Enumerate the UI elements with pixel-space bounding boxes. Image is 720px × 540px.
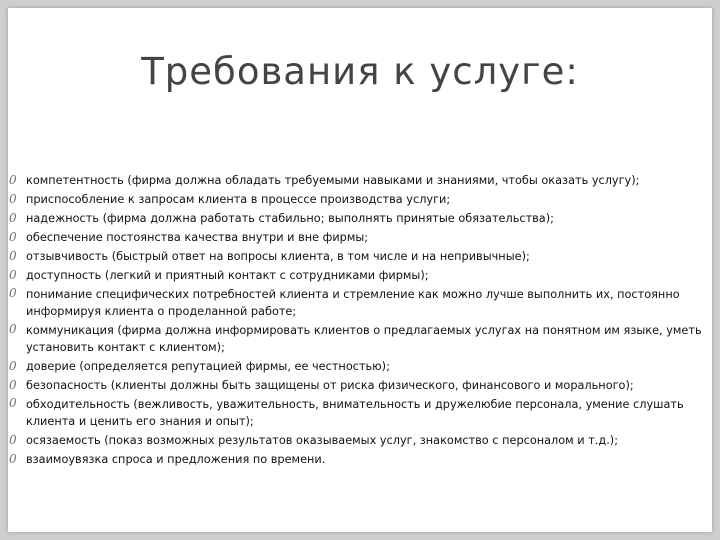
list-item <box>8 357 708 376</box>
requirements-list <box>8 171 708 469</box>
list-item <box>8 190 708 209</box>
list-item-text: понимание специфических потребностей клиента и стремление как можно лучше выполнить их, постоянно информируя клиента о проделанной работе; <box>26 288 680 318</box>
slide-title: Требования к услуге: <box>141 50 579 93</box>
list-item <box>8 285 708 321</box>
list-item-text: надежность (фирма должна работать стабильно; выполнять принятые обязательства); <box>26 212 554 225</box>
bullet-icon: 0 <box>9 211 17 225</box>
bullet-icon: 0 <box>9 230 17 244</box>
list-item <box>8 266 708 285</box>
bullet-icon: 0 <box>9 378 17 392</box>
bullet-icon: 0 <box>9 249 17 263</box>
list-item <box>8 321 708 357</box>
list-item <box>8 209 708 228</box>
list-item-text: приспособление к запросам клиента в процессе производства услуги; <box>26 193 451 206</box>
bullet-icon: 0 <box>9 173 17 187</box>
bullet-icon: 0 <box>9 322 17 336</box>
list-item <box>8 376 708 395</box>
bullet-icon: 0 <box>9 359 17 373</box>
list-item-text: взаимоувязка спроса и предложения по времени. <box>26 453 326 466</box>
list-item <box>8 228 708 247</box>
list-item <box>8 450 708 469</box>
list-item-text: отзывчивость (быстрый ответ на вопросы клиента, в том числе и на непривычные); <box>26 250 530 263</box>
bullet-icon: 0 <box>9 452 17 466</box>
list-item-text: осязаемость (показ возможных результатов оказываемых услуг, знакомство с персоналом и т.д.); <box>26 434 619 447</box>
list-item-text: доступность (легкий и приятный контакт с сотрудниками фирмы); <box>26 269 429 282</box>
list-item-text: обходительность (вежливость, уважительность, внимательность и дружелюбие персонала, умение слушать клиента и ценить его знания и опыт); <box>26 398 684 428</box>
bullet-icon: 0 <box>9 268 17 282</box>
list-item <box>8 395 708 431</box>
slide <box>8 8 712 532</box>
list-item-text: безопасность (клиенты должны быть защищены от риска физического, финансового и морального); <box>26 379 634 392</box>
list-item-text: обеспечение постоянства качества внутри и вне фирмы; <box>26 231 369 244</box>
list-item <box>8 247 708 266</box>
bullet-icon: 0 <box>9 433 17 447</box>
list-item-text: компетентность (фирма должна обладать требуемыми навыками и знаниями, чтобы оказать услугу); <box>26 174 640 187</box>
list-item <box>8 431 708 450</box>
list-item-text: доверие (определяется репутацией фирмы, ее честностью); <box>26 360 390 373</box>
bullet-icon: 0 <box>9 396 17 410</box>
bullet-icon: 0 <box>9 286 17 300</box>
list-item-text: коммуникация (фирма должна информировать клиентов о предлагаемых услугах на понятном им языке, уметь установить контакт с клиентом); <box>26 324 702 354</box>
bullet-icon: 0 <box>9 192 17 206</box>
list-item <box>8 171 708 190</box>
